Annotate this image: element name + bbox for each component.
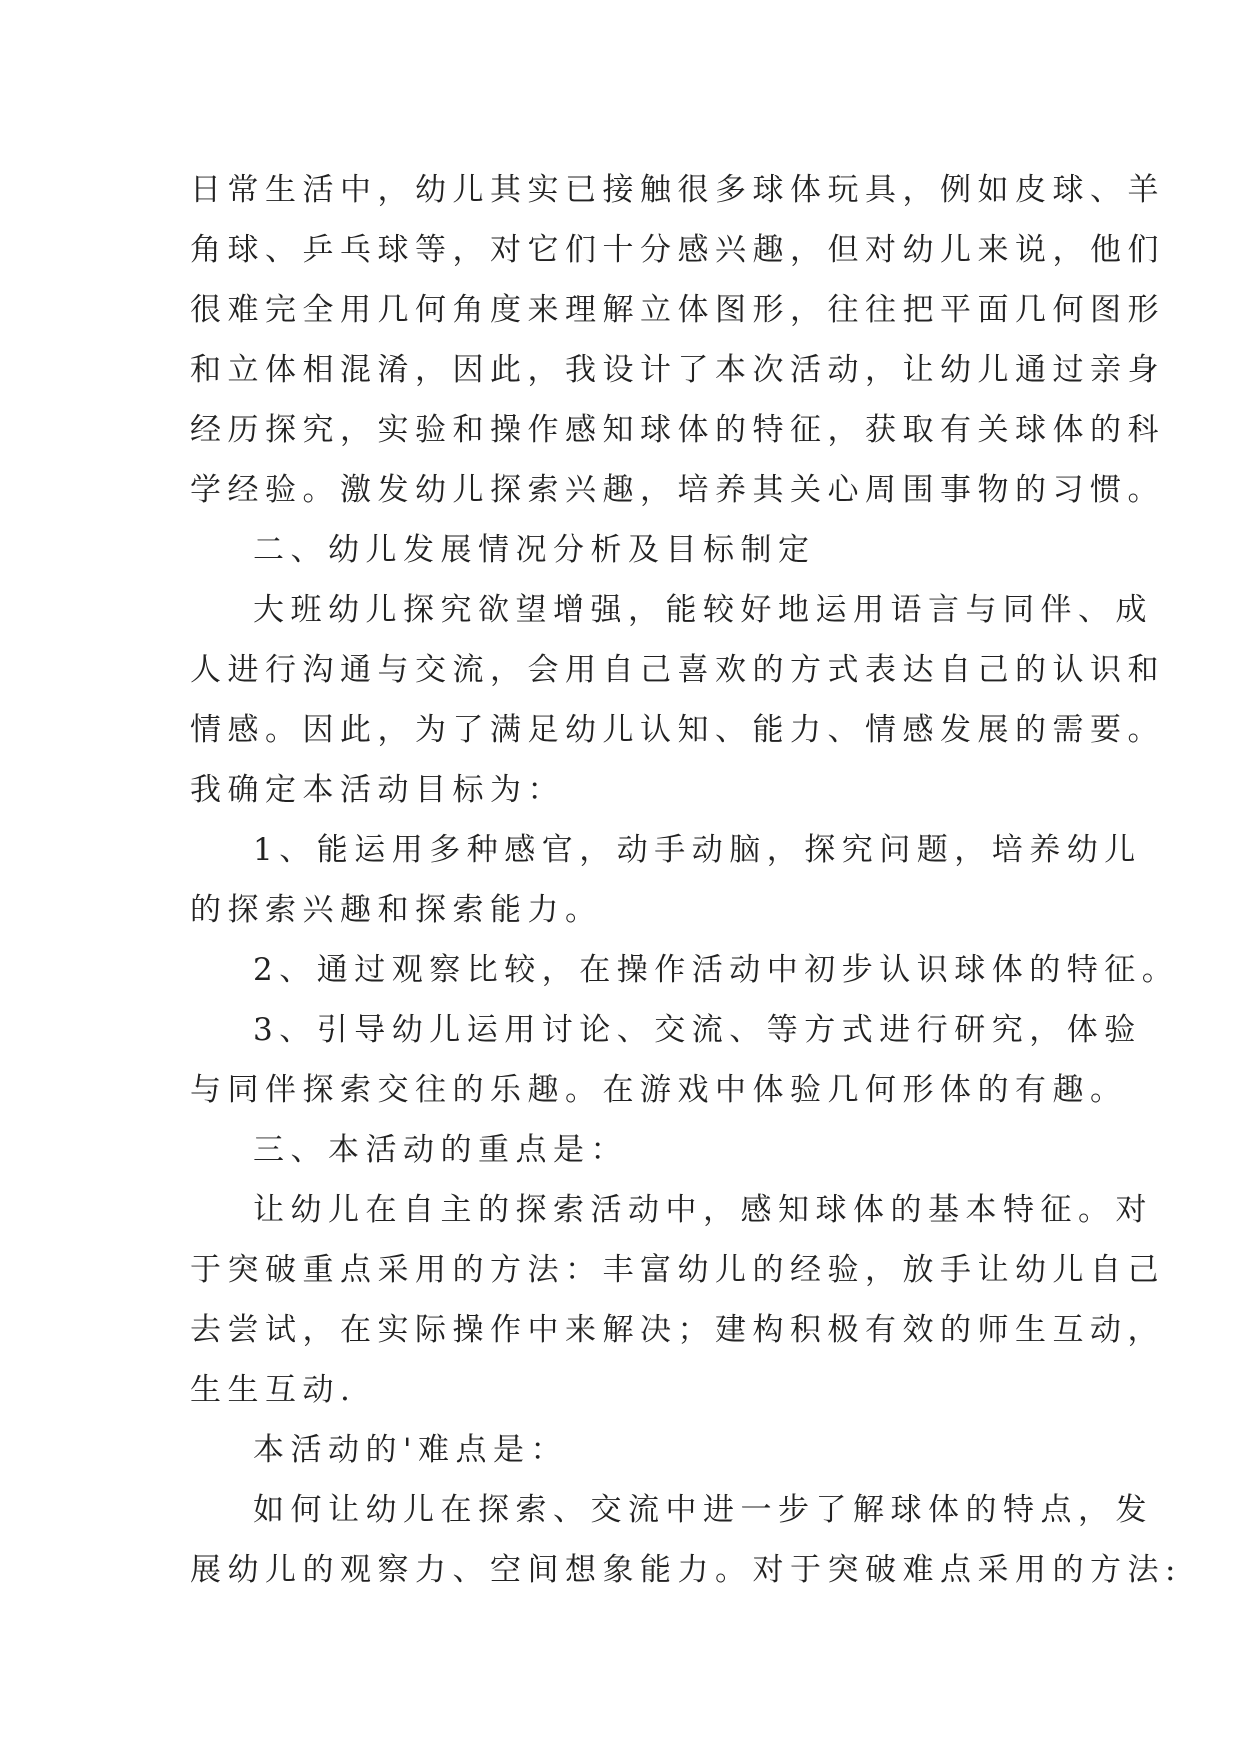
text-line: 角球、乒乓球等，对它们十分感兴趣，但对幼儿来说，他们 — [190, 232, 1165, 268]
text-line: 的探索兴趣和探索能力。 — [190, 892, 603, 928]
document-body — [190, 160, 1182, 1600]
list-item: 3、引导幼儿运用讨论、交流、等方式进行研究，体验 — [253, 1012, 1142, 1048]
text-line: 日常生活中，幼儿其实已接触很多球体玩具，例如皮球、羊 — [190, 172, 1165, 208]
section-heading: 二、幼儿发展情况分析及目标制定 — [253, 532, 816, 568]
text-line: 展幼儿的观察力、空间想象能力。对于突破难点采用的方法: — [190, 1552, 1182, 1588]
section-heading: 三、本活动的重点是： — [253, 1132, 628, 1168]
text-line: 经历探究，实验和操作感知球体的特征，获取有关球体的科 — [190, 412, 1165, 448]
text-line: 于突破重点采用的方法：丰富幼儿的经验，放手让幼儿自己 — [190, 1252, 1165, 1288]
text-line: 如何让幼儿在探索、交流中进一步了解球体的特点，发 — [253, 1492, 1153, 1528]
text-line: 学经验。激发幼儿探索兴趣，培养其关心周围事物的习惯。 — [190, 472, 1165, 508]
text-line: 情感。因此，为了满足幼儿认知、能力、情感发展的需要。 — [190, 712, 1165, 748]
text-line: 和立体相混淆，因此，我设计了本次活动，让幼儿通过亲身 — [190, 352, 1165, 388]
text-line: 我确定本活动目标为： — [190, 772, 565, 808]
text-line: 让幼儿在自主的探索活动中，感知球体的基本特征。对 — [253, 1192, 1153, 1228]
text-line: 与同伴探索交往的乐趣。在游戏中体验几何形体的有趣。 — [190, 1072, 1128, 1108]
list-item: 1、能运用多种感官，动手动脑，探究问题，培养幼儿 — [253, 832, 1142, 868]
text-line: 生生互动. — [190, 1372, 357, 1408]
text-line: 人进行沟通与交流，会用自己喜欢的方式表达自己的认识和 — [190, 652, 1165, 688]
section-heading: 本活动的'难点是： — [253, 1432, 569, 1468]
text-line: 很难完全用几何角度来理解立体图形，往往把平面几何图形 — [190, 292, 1165, 328]
list-item: 2、通过观察比较，在操作活动中初步认识球体的特征。 — [253, 952, 1180, 988]
text-line: 大班幼儿探究欲望增强，能较好地运用语言与同伴、成 — [253, 592, 1153, 628]
text-line: 去尝试，在实际操作中来解决；建构积极有效的师生互动， — [190, 1312, 1165, 1348]
